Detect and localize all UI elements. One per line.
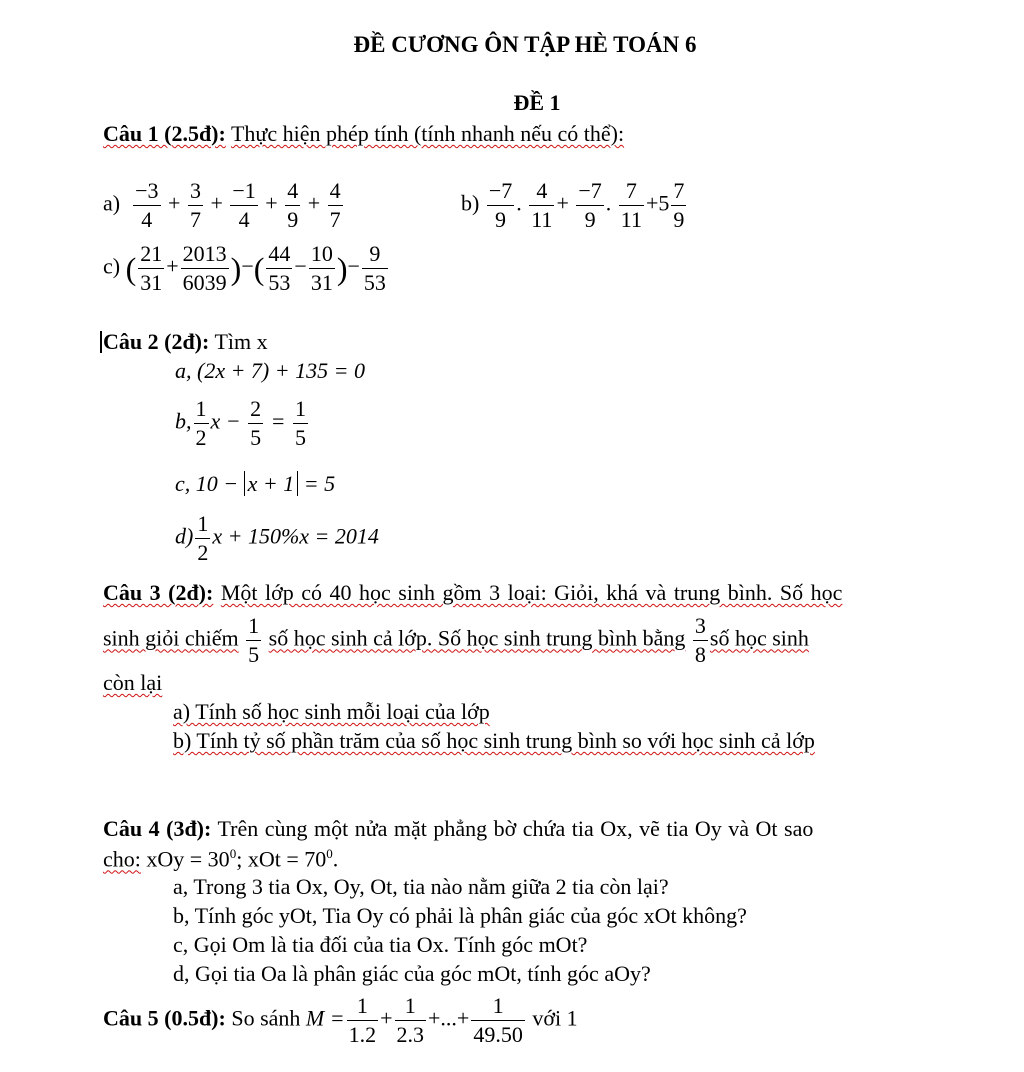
q2d-equation: d) $\frac{1}{2}$ x + 150%x = 2014 bbox=[175, 511, 379, 565]
q5-line: Câu 5 (0.5đ): So sánh M = $\frac{1}{1.2}$ + $\frac{1}{2.3}$ +...+ $\frac{1}{49.50}$ với 1 bbox=[103, 993, 578, 1047]
q2a-equation: a, (2x + 7) + 135 = 0 bbox=[175, 358, 365, 383]
q2-instruction: Tìm x bbox=[214, 329, 268, 354]
q3-heading: Câu 3 (2đ): bbox=[103, 580, 214, 605]
q1c-expression: c) ( $\frac{21}{31}$ + $\frac{2013}{6039}$ )−( $\frac{44}{53}$ − $\frac{10}{31}$ )− $\frac{9}{53}$ bbox=[103, 241, 386, 295]
q1-heading-line bbox=[103, 123, 624, 145]
q3-line3: còn lại bbox=[103, 670, 163, 695]
q5-heading: Câu 5 (0.5đ): bbox=[103, 1005, 226, 1031]
q3-line2: sinh giỏi chiếm $\frac{1}{5}$ số học sinh cả lớp. Số học sinh trung bình bằng $\frac{3}{8}$ số học sinh bbox=[103, 613, 809, 667]
q1b-label: b) bbox=[461, 190, 480, 216]
q2-heading-line bbox=[100, 331, 268, 353]
q4c-item: c, Gọi Om là tia đối của tia Ox. Tính góc mOt? bbox=[173, 932, 588, 957]
q4b-item: b, Tính góc yOt, Tia Oy có phải là phân giác của góc xOt không? bbox=[173, 903, 747, 928]
page-title: ĐỀ CƯƠNG ÔN TẬP HÈ TOÁN 6 bbox=[353, 32, 697, 57]
q1-instruction: Thực hiện phép tính (tính nhanh nếu có thể): bbox=[230, 121, 625, 146]
q2b-equation: b, $\frac{1}{2}$ x − $\frac{2}{5}$ = $\frac{1}{5}$ bbox=[175, 396, 306, 450]
q4-heading: Câu 4 (3đ): bbox=[103, 816, 212, 841]
q3b-item: b) Tính tỷ số phần trăm của số học sinh trung bình so với học sinh cả lớp bbox=[173, 728, 815, 753]
text-cursor bbox=[100, 331, 102, 353]
q1-heading: Câu 1 (2.5đ): bbox=[103, 121, 226, 146]
q3a-item: a) Tính số học sinh mỗi loại của lớp bbox=[173, 699, 490, 724]
q4-line1: Câu 4 (3đ): Trên cùng một nửa mặt phẳng bờ chứa tia Ox, vẽ tia Oy và Ot sao bbox=[103, 816, 814, 841]
q3-line1: Câu 3 (2đ): Một lớp có 40 học sinh gồm 3 loại: Giỏi, khá và trung bình. Số học bbox=[103, 580, 843, 605]
q2-heading: Câu 2 (2đ): bbox=[103, 329, 210, 354]
q1b-expression: b) $\frac{-7}{9}$ . $\frac{4}{11}$ + $\frac{-7}{9}$ . $\frac{7}{11}$ +5 $\frac{7}{9}$ bbox=[461, 178, 685, 232]
q4-line2: cho: xOy = $30^0$; xOt = $70^0$. bbox=[103, 846, 339, 872]
q1a-expression: a) $\frac{-3}{4}$ + $\frac{3}{7}$ + $\frac{-1}{4}$ + $\frac{4}{9}$ + $\frac{4}{7}$ bbox=[103, 178, 341, 232]
q4a-item: a, Trong 3 tia Ox, Oy, Ot, tia nào nằm giữa 2 tia còn lại? bbox=[173, 874, 669, 899]
q2c-equation: c, 10 − x + 1 = 5 bbox=[175, 471, 336, 496]
page-subtitle: ĐỀ 1 bbox=[513, 90, 561, 115]
q4d-item: d, Gọi tia Oa là phân giác của góc mOt, tính góc aOy? bbox=[173, 961, 651, 986]
q1a-label: a) bbox=[103, 190, 121, 216]
q1c-label: c) bbox=[103, 253, 121, 279]
